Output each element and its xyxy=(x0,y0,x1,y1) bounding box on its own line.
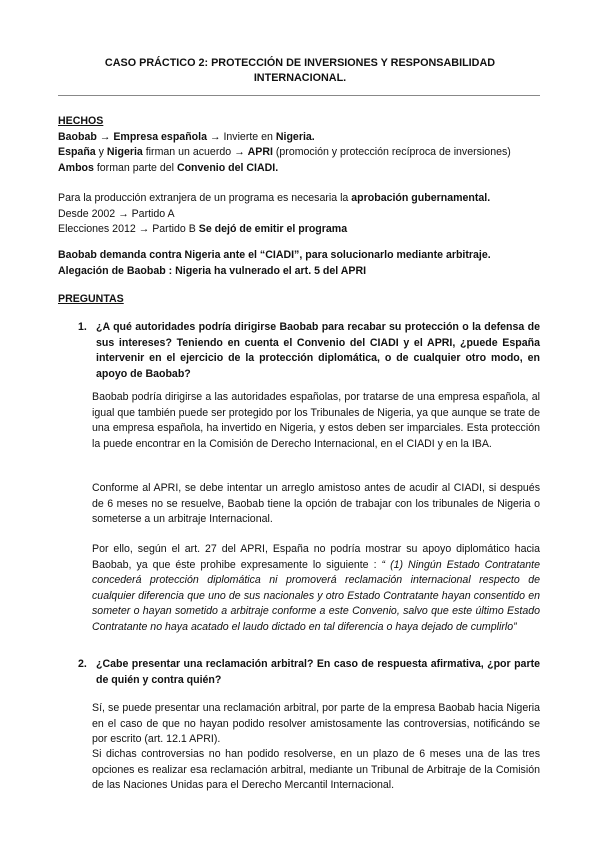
question-2-number: 2. xyxy=(78,658,87,670)
text-apri: APRI xyxy=(247,146,273,158)
title-divider xyxy=(58,95,540,96)
hechos-p2-line-2: Desde 2002 → Partido A xyxy=(58,207,175,220)
question-1 xyxy=(78,320,540,382)
preguntas-heading: PREGUNTAS xyxy=(58,293,124,305)
text-invierte: → Invierte en xyxy=(206,130,276,143)
text-y: y xyxy=(95,146,107,158)
text-promocion: (promoción y protección recíproca de inversiones) xyxy=(272,146,511,158)
answer-2-paragraph-1: Sí, se puede presentar una reclamación arbitral, por parte de la empresa Baobab hacia Nigeria en el caso de que no hayan podido resolver amistosamente las controversias, notificándo se por escrito (art. 12.1 APRI). xyxy=(92,702,540,745)
text-empresa: Empresa española xyxy=(113,130,207,143)
arrow-text: → xyxy=(96,130,114,143)
text-produccion: Para la producción extranjera de un programa es necesaria la xyxy=(58,192,352,204)
text-espana: España xyxy=(58,146,96,158)
hechos-section xyxy=(58,114,540,176)
hechos-p2-line-3 xyxy=(58,222,540,238)
hechos-line-2 xyxy=(58,145,540,161)
hechos-heading: HECHOS xyxy=(58,115,104,127)
text-aprobacion: aprobación gubernamental. xyxy=(351,192,491,204)
text-firman: firman un acuerdo → xyxy=(142,146,248,158)
question-1-text: ¿A qué autoridades podría dirigirse Baobab para recabar su protección o la defensa de sus intereses? Teniendo en cuenta el Convenio del CIADI y el APRI, ¿puede España intervenir en el ejercicio de la protección diplomática, o de cualquier otro modo, en apoyo de Baobab? xyxy=(96,321,540,380)
hechos-paragraph-2 xyxy=(58,191,540,238)
question-2-text: ¿Cabe presentar una reclamación arbitral? En caso de respuesta afirmativa, ¿por parte de quién y contra quién? xyxy=(96,658,540,686)
answer-1-paragraph-3 xyxy=(92,542,540,635)
hechos-line-1 xyxy=(58,130,540,146)
text-nigeria-2: Nigeria xyxy=(106,146,143,158)
text-nigeria: Nigeria. xyxy=(275,130,315,143)
answer-1-paragraph-2: Conforme al APRI, se debe intentar un arreglo amistoso antes de acudir al CIADI, si después de 6 meses no se resuelve, Baobab tiene la opción de trabajar con los tribunales de Nigeria o someterse a un arbitraje Internacional. xyxy=(92,482,540,525)
text-baobab: Baobab xyxy=(58,130,97,143)
text-elecciones: Elecciones 2012 → Partido B xyxy=(58,223,199,235)
text-convenio: Convenio del CIADI. xyxy=(176,161,279,174)
answer-1-paragraph-1: Baobab podría dirigirse a las autoridades españolas, por tratarse de una empresa española, al igual que también puede ser protegido por los Tribunales de Nigeria, ya que aunque se trate de una empresa española, ha invertido en Nigeria, y estos deben ser imparciales. Esta protección la puede encontrar en la Comisión de Derecho Internacional, en el CIADI y en la IBA. xyxy=(92,391,540,450)
question-2 xyxy=(78,657,540,688)
text-ambos: Ambos xyxy=(58,161,94,174)
hechos-line-3 xyxy=(58,161,540,177)
hechos-p3-line-2: Alegación de Baobab : Nigeria ha vulnerado el art. 5 del APRI xyxy=(58,264,367,277)
question-1-number: 1. xyxy=(78,321,87,333)
hechos-p3-line-1: Baobab demanda contra Nigeria ante el “CIADI”, para solucionarlo mediante arbitraje. xyxy=(58,249,491,261)
document-title: CASO PRÁCTICO 2: PROTECCIÓN DE INVERSIONES Y RESPONSABILIDAD INTERNACIONAL. xyxy=(104,57,496,84)
answer-1-p3-quote: “ (1) Ningún Estado Contratante concederá protección diplomática ni promoverá reclamación internacional respecto de cualquier diferencia que uno de sus nacionales y otro Estado Contratante hayan consentido en someter o hayan sometido a arbitraje conforme a este Convenio, salvo que este último Estado Contratante no haya acatado el laudo dictado en tal diferencia o haya dejado de cumplirlo” xyxy=(92,558,540,633)
answer-2-paragraph-2: Si dichas controversias no han podido resolverse, en un plazo de 6 meses una de las tres opciones es realizar esa reclamación arbitral, mediante un Tribunal de Arbitraje de la Comisión de las Naciones Unidas para el Derecho Mercantil Internacional. xyxy=(92,748,540,791)
text-dejo-emitir: Se dejó de emitir el programa xyxy=(198,223,348,235)
hechos-p2-line-1 xyxy=(58,191,540,207)
answer-1-p3-intro: Por ello, según el art. 27 del APRI, España no podría mostrar su apoyo diplomático hacia Baobab, ya que éste prohibe expresamente lo siguiente : xyxy=(92,543,540,571)
text-forman: forman parte del xyxy=(93,161,177,174)
hechos-paragraph-3 xyxy=(58,248,540,279)
